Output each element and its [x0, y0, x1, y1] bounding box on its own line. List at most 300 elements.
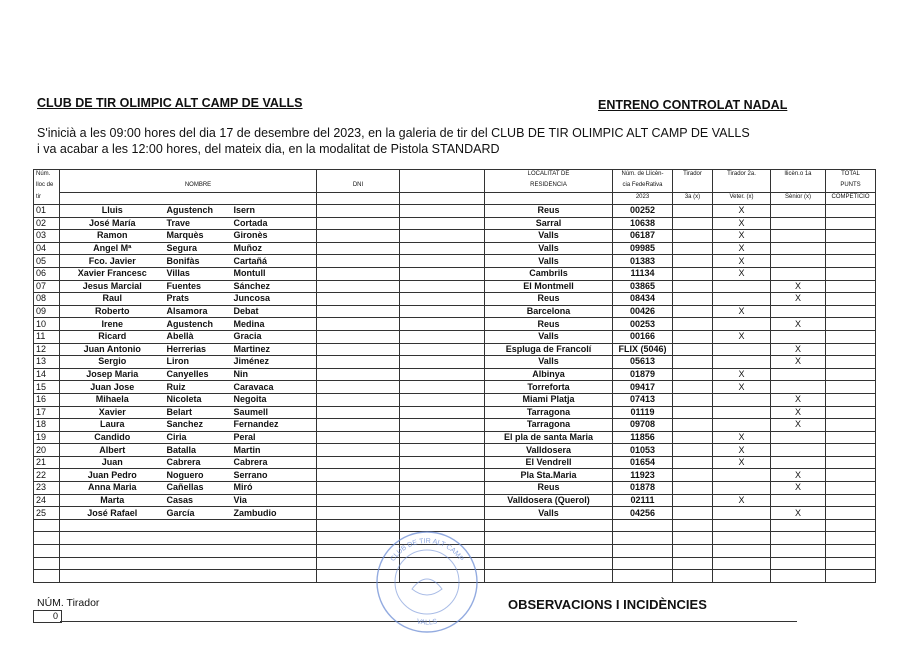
license-number: 11923	[613, 469, 673, 482]
surname-1: Herrerias	[165, 343, 232, 356]
table-row	[34, 431, 876, 444]
dni-cell	[317, 230, 400, 243]
locality: Tarragona	[485, 419, 613, 432]
first-name: Irene	[60, 318, 165, 331]
empty-cell	[165, 557, 232, 570]
empty-cell	[232, 557, 317, 570]
row-number: 10	[34, 318, 60, 331]
first-name: José María	[60, 217, 165, 230]
empty-cell	[232, 570, 317, 583]
total-points	[826, 507, 876, 520]
row-number: 16	[34, 393, 60, 406]
dni-cell	[317, 205, 400, 218]
first-name: Juan	[60, 456, 165, 469]
license-number: 03865	[613, 280, 673, 293]
senior-mark: X	[771, 318, 826, 331]
total-points	[826, 419, 876, 432]
empty-cell	[771, 557, 826, 570]
row-number: 22	[34, 469, 60, 482]
surname-1: Agustench	[165, 205, 232, 218]
table-row	[34, 305, 876, 318]
empty-cell	[485, 532, 613, 545]
table-row	[34, 255, 876, 268]
dni-cell	[317, 330, 400, 343]
empty-cell	[34, 532, 60, 545]
veteran-mark	[713, 343, 771, 356]
svg-text:VALLS	[416, 618, 438, 626]
col-dni-head: DNI	[317, 181, 400, 193]
empty-cell	[613, 557, 673, 570]
license-number: 00253	[613, 318, 673, 331]
surname-1: Cañellas	[165, 482, 232, 495]
veteran-mark: X	[713, 205, 771, 218]
empty-cell	[485, 519, 613, 532]
table-row	[34, 444, 876, 457]
empty-cell	[826, 557, 876, 570]
num-tirador-value: 0	[33, 610, 62, 623]
row-number: 14	[34, 368, 60, 381]
license-number: 10638	[613, 217, 673, 230]
empty-cell	[713, 519, 771, 532]
tirador-3a-mark	[673, 280, 713, 293]
senior-mark: X	[771, 293, 826, 306]
surname-2: Medina	[232, 318, 317, 331]
surname-1: Trave	[165, 217, 232, 230]
first-name: Juan Antonio	[60, 343, 165, 356]
first-name: Angel Mª	[60, 242, 165, 255]
spacer-cell	[400, 469, 485, 482]
senior-mark	[771, 444, 826, 457]
license-number: 11134	[613, 267, 673, 280]
total-points	[826, 381, 876, 394]
license-number: 09708	[613, 419, 673, 432]
spacer-cell	[400, 406, 485, 419]
senior-mark: X	[771, 280, 826, 293]
dni-cell	[317, 456, 400, 469]
dni-cell	[317, 381, 400, 394]
senior-mark	[771, 368, 826, 381]
table-row	[34, 343, 876, 356]
tirador-3a-mark	[673, 217, 713, 230]
veteran-mark	[713, 419, 771, 432]
dni-cell	[317, 494, 400, 507]
dni-cell	[317, 242, 400, 255]
surname-1: Villas	[165, 267, 232, 280]
empty-cell	[771, 519, 826, 532]
dni-cell	[317, 267, 400, 280]
first-name: Roberto	[60, 305, 165, 318]
dni-cell	[317, 343, 400, 356]
surname-2: Via	[232, 494, 317, 507]
empty-cell	[60, 570, 165, 583]
empty-cell	[613, 545, 673, 558]
empty-cell	[713, 570, 771, 583]
dni-cell	[317, 293, 400, 306]
locality: Reus	[485, 293, 613, 306]
senior-mark: X	[771, 406, 826, 419]
spacer-cell	[400, 393, 485, 406]
row-number: 06	[34, 267, 60, 280]
table-row	[34, 280, 876, 293]
dni-cell	[317, 368, 400, 381]
table-row	[34, 456, 876, 469]
table-row	[34, 230, 876, 243]
table-row	[34, 419, 876, 432]
locality: Miami Platja	[485, 393, 613, 406]
senior-mark: X	[771, 393, 826, 406]
tirador-3a-mark	[673, 343, 713, 356]
surname-1: Fuentes	[165, 280, 232, 293]
club-title: CLUB DE TIR OLIMPIC ALT CAMP DE VALLS	[37, 96, 303, 110]
row-number: 01	[34, 205, 60, 218]
total-points	[826, 318, 876, 331]
first-name: Candido	[60, 431, 165, 444]
license-number: 02111	[613, 494, 673, 507]
dni-cell	[317, 305, 400, 318]
tirador-3a-mark	[673, 255, 713, 268]
veteran-mark	[713, 507, 771, 520]
surname-2: Debat	[232, 305, 317, 318]
first-name: Xavier Francesc	[60, 267, 165, 280]
surname-1: Batalla	[165, 444, 232, 457]
license-number: 09417	[613, 381, 673, 394]
row-number: 24	[34, 494, 60, 507]
license-number: FLIX (5046)	[613, 343, 673, 356]
tirador-3a-mark	[673, 330, 713, 343]
surname-2: Gironès	[232, 230, 317, 243]
total-points	[826, 368, 876, 381]
locality: Valls	[485, 242, 613, 255]
empty-cell	[34, 557, 60, 570]
locality: Reus	[485, 318, 613, 331]
empty-cell	[673, 557, 713, 570]
spacer-cell	[400, 242, 485, 255]
col-total-head: TOTAL	[826, 170, 876, 182]
first-name: Xavier	[60, 406, 165, 419]
spacer-cell	[400, 343, 485, 356]
senior-mark: X	[771, 343, 826, 356]
col-veteran-head: Tirador 2a.	[713, 170, 771, 182]
first-name: Laura	[60, 419, 165, 432]
spacer-cell	[400, 381, 485, 394]
license-number: 09985	[613, 242, 673, 255]
dni-cell	[317, 419, 400, 432]
tirador-3a-mark	[673, 494, 713, 507]
empty-cell	[771, 545, 826, 558]
empty-cell	[673, 545, 713, 558]
senior-mark	[771, 230, 826, 243]
senior-mark	[771, 381, 826, 394]
veteran-mark	[713, 469, 771, 482]
surname-1: Liron	[165, 356, 232, 369]
surname-1: Prats	[165, 293, 232, 306]
table-row	[34, 318, 876, 331]
surname-2: Cortada	[232, 217, 317, 230]
first-name: Ramon	[60, 230, 165, 243]
total-points	[826, 444, 876, 457]
license-number: 01383	[613, 255, 673, 268]
surname-2: Sánchez	[232, 280, 317, 293]
senior-mark	[771, 330, 826, 343]
surname-1: Alsamora	[165, 305, 232, 318]
veteran-mark: X	[713, 305, 771, 318]
veteran-mark: X	[713, 444, 771, 457]
num-tirador-label: NÚM. Tirador	[37, 597, 100, 609]
empty-cell	[34, 570, 60, 583]
license-number: 11856	[613, 431, 673, 444]
veteran-mark: X	[713, 368, 771, 381]
veteran-mark: X	[713, 217, 771, 230]
surname-2: Martinez	[232, 343, 317, 356]
table-row	[34, 217, 876, 230]
veteran-mark	[713, 406, 771, 419]
veteran-mark: X	[713, 267, 771, 280]
total-points	[826, 330, 876, 343]
header-row-3: tir 2023 3a (x) Veter. (x) Sènior (x) COMPETICIÓ	[34, 193, 876, 205]
veteran-mark: X	[713, 494, 771, 507]
locality: Valls	[485, 330, 613, 343]
license-number: 01119	[613, 406, 673, 419]
participants-table	[33, 169, 876, 583]
total-points	[826, 469, 876, 482]
header-row-2: lloc de NOMBRE DNI RESIDÈNCIA cia FedeRativa PUNTS	[34, 181, 876, 193]
table-row	[34, 469, 876, 482]
table-row	[34, 267, 876, 280]
event-title: ENTRENO CONTROLAT NADAL	[598, 98, 788, 112]
row-number: 19	[34, 431, 60, 444]
total-points	[826, 393, 876, 406]
observations-title: OBSERVACIONS I INCIDÈNCIES	[508, 597, 707, 612]
license-number: 01654	[613, 456, 673, 469]
license-number: 05613	[613, 356, 673, 369]
total-points	[826, 267, 876, 280]
tirador-3a-mark	[673, 205, 713, 218]
spacer-cell	[400, 507, 485, 520]
spacer-cell	[400, 368, 485, 381]
empty-cell	[60, 519, 165, 532]
tirador-3a-mark	[673, 230, 713, 243]
tirador-3a-mark	[673, 305, 713, 318]
senior-mark	[771, 217, 826, 230]
table-row	[34, 507, 876, 520]
row-number: 18	[34, 419, 60, 432]
veteran-mark: X	[713, 242, 771, 255]
surname-1: Abellà	[165, 330, 232, 343]
empty-cell	[34, 545, 60, 558]
total-points	[826, 356, 876, 369]
locality: Reus	[485, 205, 613, 218]
stamp-bottom-text: VALLS	[415, 618, 439, 627]
dni-cell	[317, 431, 400, 444]
locality: Valls	[485, 255, 613, 268]
veteran-mark: X	[713, 230, 771, 243]
surname-1: Nicoleta	[165, 393, 232, 406]
table-row	[34, 293, 876, 306]
empty-cell	[165, 532, 232, 545]
surname-2: Negoita	[232, 393, 317, 406]
surname-2: Serrano	[232, 469, 317, 482]
dni-cell	[317, 280, 400, 293]
dni-cell	[317, 482, 400, 495]
empty-cell	[232, 545, 317, 558]
first-name: Albert	[60, 444, 165, 457]
veteran-mark: X	[713, 330, 771, 343]
table-row	[34, 494, 876, 507]
first-name: José Rafael	[60, 507, 165, 520]
tirador-3a-mark	[673, 293, 713, 306]
veteran-mark	[713, 318, 771, 331]
empty-cell	[826, 570, 876, 583]
surname-2: Isern	[232, 205, 317, 218]
tirador-3a-mark	[673, 469, 713, 482]
empty-cell	[771, 532, 826, 545]
total-points	[826, 230, 876, 243]
tirador-3a-mark	[673, 444, 713, 457]
surname-2: Cartañá	[232, 255, 317, 268]
row-number: 08	[34, 293, 60, 306]
table-row	[34, 356, 876, 369]
empty-cell	[613, 519, 673, 532]
empty-cell	[232, 532, 317, 545]
first-name: Jesus Marcial	[60, 280, 165, 293]
veteran-mark	[713, 293, 771, 306]
spacer-cell	[400, 330, 485, 343]
surname-1: Cabrera	[165, 456, 232, 469]
tirador-3a-mark	[673, 456, 713, 469]
col-name-head: NOMBRE	[165, 181, 232, 193]
first-name: Juan Pedro	[60, 469, 165, 482]
license-number: 01879	[613, 368, 673, 381]
surname-2: Caravaca	[232, 381, 317, 394]
row-number: 25	[34, 507, 60, 520]
first-name: Lluis	[60, 205, 165, 218]
empty-cell	[165, 570, 232, 583]
senior-mark	[771, 205, 826, 218]
empty-cell	[34, 519, 60, 532]
table-row	[34, 368, 876, 381]
veteran-mark	[713, 482, 771, 495]
surname-1: García	[165, 507, 232, 520]
spacer-cell	[400, 305, 485, 318]
locality: Valls	[485, 507, 613, 520]
license-number: 01878	[613, 482, 673, 495]
row-number: 15	[34, 381, 60, 394]
surname-1: Marquès	[165, 230, 232, 243]
spacer-cell	[400, 230, 485, 243]
senior-mark: X	[771, 482, 826, 495]
license-number: 04256	[613, 507, 673, 520]
empty-cell	[771, 570, 826, 583]
surname-2: Nin	[232, 368, 317, 381]
tirador-3a-mark	[673, 368, 713, 381]
veteran-mark	[713, 356, 771, 369]
surname-2: Muñoz	[232, 242, 317, 255]
empty-cell	[673, 570, 713, 583]
senior-mark	[771, 431, 826, 444]
dni-cell	[317, 393, 400, 406]
veteran-mark: X	[713, 456, 771, 469]
first-name: Raul	[60, 293, 165, 306]
col-senior-head: llicèn.o 1a	[771, 170, 826, 182]
stamp-top-text: CLUB DE TIR ALT CAMP	[389, 537, 465, 563]
surname-1: Belart	[165, 406, 232, 419]
total-points	[826, 305, 876, 318]
tirador-3a-mark	[673, 381, 713, 394]
veteran-mark	[713, 393, 771, 406]
empty-cell	[165, 545, 232, 558]
total-points	[826, 494, 876, 507]
empty-cell	[485, 570, 613, 583]
row-number: 11	[34, 330, 60, 343]
surname-2: Martin	[232, 444, 317, 457]
total-points	[826, 255, 876, 268]
surname-2: Juncosa	[232, 293, 317, 306]
tirador-3a-mark	[673, 356, 713, 369]
empty-cell	[485, 545, 613, 558]
first-name: Marta	[60, 494, 165, 507]
total-points	[826, 205, 876, 218]
senior-mark	[771, 305, 826, 318]
surname-2: Gracia	[232, 330, 317, 343]
surname-2: Fernandez	[232, 419, 317, 432]
locality: Valldosera (Querol)	[485, 494, 613, 507]
table-row	[34, 393, 876, 406]
row-number: 21	[34, 456, 60, 469]
empty-cell	[60, 545, 165, 558]
col-license-head: Núm. de Llicèn-	[613, 170, 673, 182]
total-points	[826, 343, 876, 356]
locality: Albinya	[485, 368, 613, 381]
dni-cell	[317, 469, 400, 482]
license-number: 01053	[613, 444, 673, 457]
veteran-mark: X	[713, 255, 771, 268]
spacer-cell	[400, 444, 485, 457]
first-name: Mihaela	[60, 393, 165, 406]
locality: Valldosera	[485, 444, 613, 457]
license-number: 08434	[613, 293, 673, 306]
empty-cell	[826, 532, 876, 545]
spacer-cell	[400, 217, 485, 230]
table-row	[34, 381, 876, 394]
tirador-3a-mark	[673, 482, 713, 495]
license-number: 07413	[613, 393, 673, 406]
empty-cell	[613, 532, 673, 545]
col-num-head: Núm.	[34, 170, 60, 182]
locality: Espluga de Francolí	[485, 343, 613, 356]
locality: Torreforta	[485, 381, 613, 394]
empty-cell	[713, 532, 771, 545]
first-name: Fco. Javier	[60, 255, 165, 268]
dni-cell	[317, 356, 400, 369]
row-number: 20	[34, 444, 60, 457]
table-row	[34, 330, 876, 343]
surname-2: Saumell	[232, 406, 317, 419]
tirador-3a-mark	[673, 507, 713, 520]
surname-2: Cabrera	[232, 456, 317, 469]
empty-cell	[713, 545, 771, 558]
tirador-3a-mark	[673, 431, 713, 444]
surname-1: Agustench	[165, 318, 232, 331]
table-row	[34, 242, 876, 255]
first-name: Josep Maria	[60, 368, 165, 381]
dni-cell	[317, 318, 400, 331]
row-number: 04	[34, 242, 60, 255]
senior-mark: X	[771, 419, 826, 432]
table-row	[34, 205, 876, 218]
veteran-mark	[713, 280, 771, 293]
locality: El pla de santa Maria	[485, 431, 613, 444]
total-points	[826, 482, 876, 495]
